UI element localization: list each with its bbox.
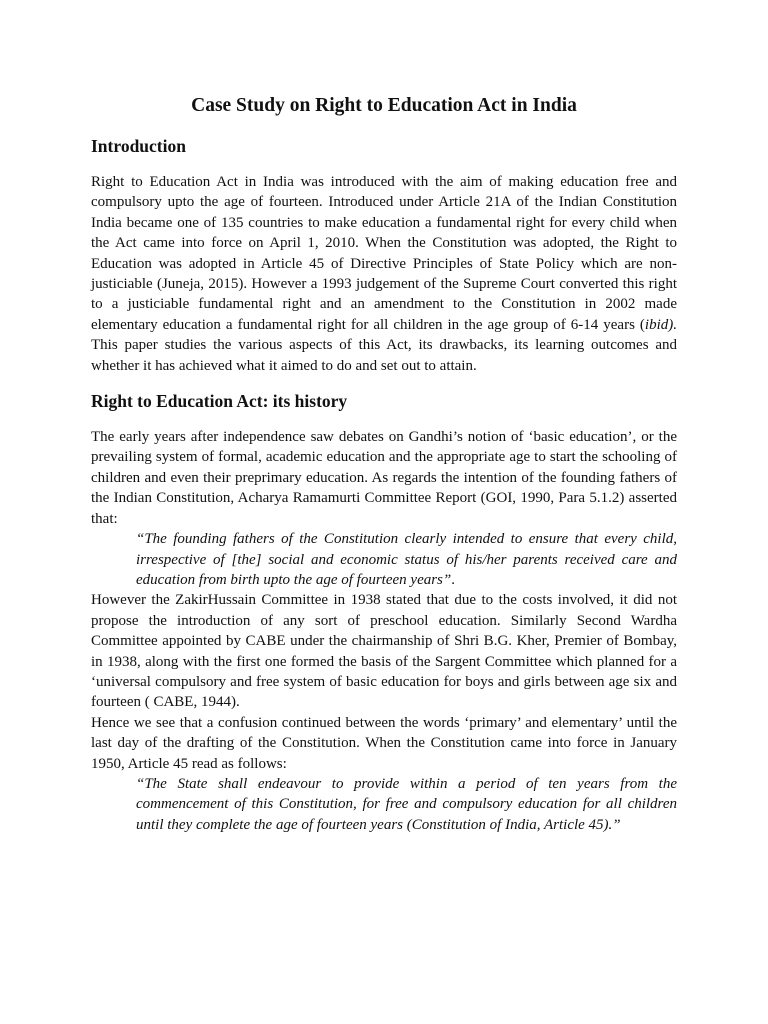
introduction-text-part1: Right to Education Act in India was introduced with the aim of making education free and compulsory upto the age of fourteen. Introduced under Article 21A of the Indian Constitution India became one of 135 countries to make education a fundamental right for every child when the Act came into force on April 1, 2010. When the Constitution was adopted, the Right to Education was adopted in Article 45 of Directive Principles of State Policy which are non-justiciable (Juneja, 2015). However a 1993 judgement of the Supreme Court converted this right to a justiciable fundamental right and an amendment to the Constitution in 2002 made elementary education a fundamental right for all children in the age group of 6-14 years ( (91, 174, 677, 333)
introduction-text-part2: This paper studies the various aspects of this Act, its drawbacks, its learning outcomes and whether it has achieved what it aimed to do and set out to attain. (91, 337, 677, 374)
document-title: Case Study on Right to Education Act in India (191, 95, 577, 116)
history-quote-1-text: “The founding fathers of the Constitution clearly intended to ensure that every child, irrespective of [the] social and economic status of his/her parents received care and education from birth upto the age of fourteen years” (136, 531, 677, 588)
introduction-paragraph (91, 172, 677, 376)
history-quote-1-end: . (451, 571, 455, 588)
introduction-heading: Introduction (91, 136, 186, 156)
history-paragraph-2: However the ZakirHussain Committee in 1938 stated that due to the costs involved, it did not propose the introduction of any sort of preschool education. Similarly Second Wardha Committee appointed by CABE under the chairmanship of Shri B.G. Kher, Premier of Bombay, in 1938, along with the first one formed the basis of the Sargent Committee which planned for a ‘universal compulsory and free system of basic education for boys and girls between age six and fourteen ( CABE, 1944). (91, 592, 677, 711)
history-heading: Right to Education Act: its history (91, 391, 348, 412)
introduction-citation: ibid). (644, 316, 677, 333)
history-paragraph-3: Hence we see that a confusion continued between the words ‘primary’ and elementary’ until the last day of the drafting of the Constitution. When the Constitution came into force in January 1950, Article 45 read as follows: (91, 714, 677, 772)
history-paragraph-1: The early years after independence saw debates on Gandhi’s notion of ‘basic education’, or the prevailing system of formal, academic education and the appropriate age to start the schooling of children and even their preprimary education. As regards the intention of the founding fathers of the Indian Constitution, Acharya Ramamurti Committee Report (GOI, 1990, Para 5.1.2) asserted that: (91, 429, 677, 527)
history-quote-1 (136, 529, 677, 590)
document-body (91, 92, 677, 835)
history-quote-2: “The State shall endeavour to provide within a period of ten years from the commencement of this Constitution, for free and compulsory education for all children until they complete the age of fourteen years (Constitution of India, Article 45).” (136, 775, 677, 833)
